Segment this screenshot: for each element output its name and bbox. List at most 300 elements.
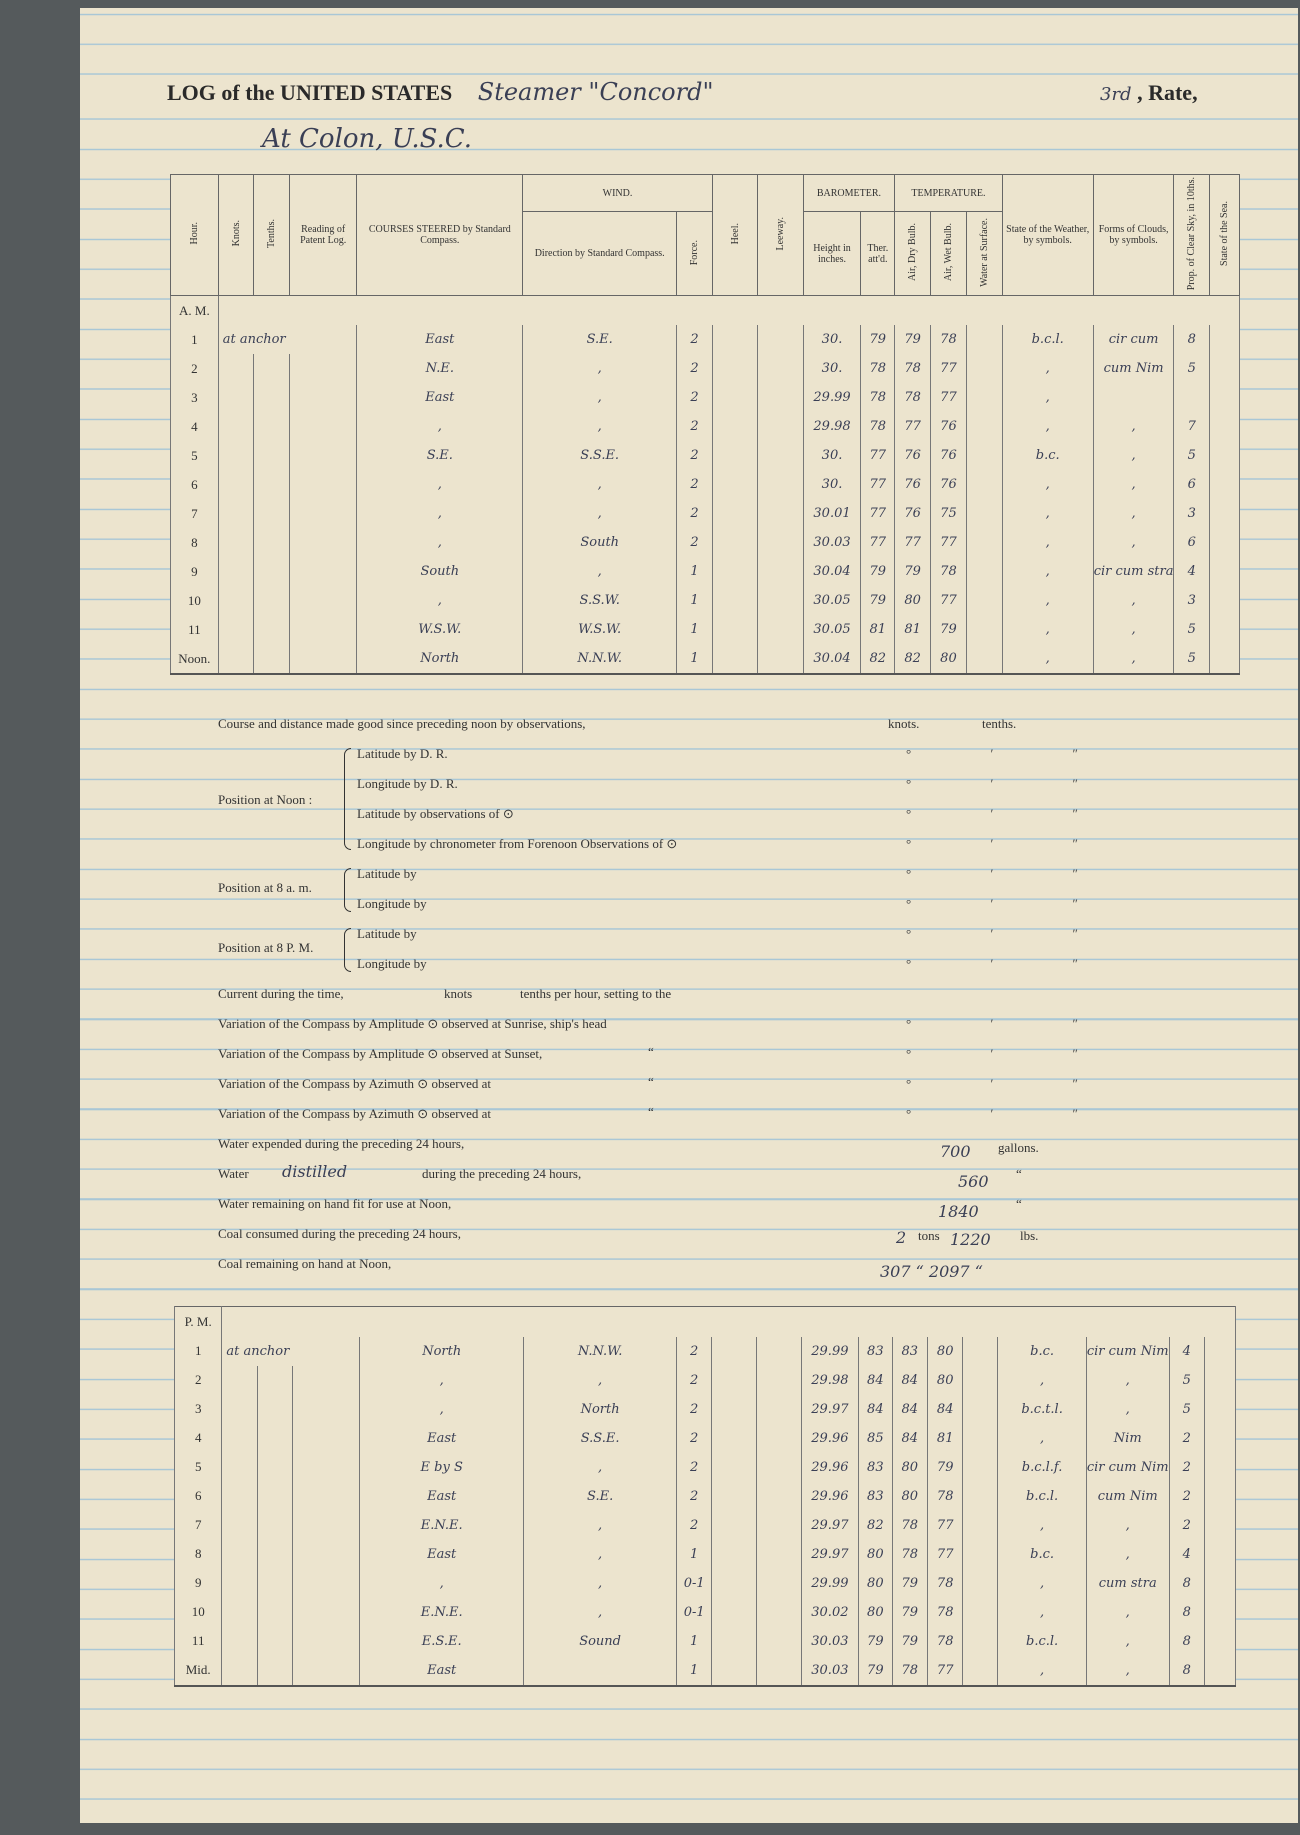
force-cell: 1: [677, 644, 713, 674]
water-surface-cell: [966, 354, 1002, 383]
ther-att-cell: 79: [859, 1656, 892, 1686]
note-cell: [218, 615, 254, 644]
lat-dr-label: Latitude by D. R.: [357, 746, 448, 761]
patent-log-cell: [293, 1482, 360, 1511]
water-expended-value: 700: [940, 1142, 971, 1161]
position-noon-label: Position at Noon :: [218, 792, 313, 807]
note-cell: [218, 354, 254, 383]
col-leeway: Leeway.: [774, 216, 786, 251]
hour-cell: 5: [171, 441, 219, 470]
air-wet-cell: 78: [927, 1482, 962, 1511]
am-table-row: [171, 354, 1240, 383]
ther-att-cell: 79: [859, 1627, 892, 1656]
clouds-cell: ,: [1093, 412, 1174, 441]
barometer-cell: 29.97: [801, 1395, 858, 1424]
ditto-mark: “: [1016, 1166, 1022, 1181]
weather-cell: ,: [998, 1424, 1087, 1453]
note-cell: [222, 1482, 257, 1511]
heel-cell: [712, 1511, 757, 1540]
air-wet-cell: 77: [927, 1540, 962, 1569]
weather-cell: ,: [1002, 615, 1093, 644]
weather-cell: ,: [1002, 557, 1093, 586]
air-wet-cell: 78: [931, 557, 967, 586]
clear-sky-cell: 8: [1169, 1598, 1204, 1627]
wind-direction-cell: South: [523, 528, 677, 557]
ther-att-cell: 80: [859, 1540, 892, 1569]
heel-cell: [712, 1366, 757, 1395]
tenths-cell: [257, 1453, 292, 1482]
log-title: [167, 78, 713, 106]
air-dry-cell: 78: [895, 383, 931, 412]
dms-sunset: ° ′ ″: [906, 1046, 1116, 1061]
clouds-cell: ,: [1086, 1366, 1169, 1395]
air-wet-cell: 78: [927, 1598, 962, 1627]
note-cell: [222, 1511, 257, 1540]
clear-sky-cell: 2: [1169, 1511, 1204, 1540]
hour-cell: 3: [171, 383, 219, 412]
wind-direction-cell: ,: [524, 1453, 677, 1482]
coal-remaining-value: 307 “ 2097 “: [880, 1262, 983, 1281]
force-cell: 2: [676, 1424, 712, 1453]
course-cell: ,: [357, 470, 523, 499]
pm-table-row: [175, 1569, 1236, 1598]
air-wet-cell: 77: [931, 383, 967, 412]
leeway-cell: [757, 1511, 802, 1540]
sea-cell: [1204, 1656, 1235, 1686]
var-azimuth-1-label: Variation of the Compass by Azimuth ⊙ observed at: [218, 1076, 492, 1091]
air-wet-cell: 77: [931, 354, 967, 383]
air-wet-cell: 80: [927, 1366, 962, 1395]
sea-cell: [1210, 383, 1240, 412]
air-wet-cell: 76: [931, 470, 967, 499]
heel-cell: [712, 615, 757, 644]
barometer-cell: 30.04: [803, 644, 861, 674]
air-dry-cell: 81: [895, 615, 931, 644]
tenths-cell: [257, 1395, 292, 1424]
leeway-cell: [757, 1366, 802, 1395]
col-clear-sky: Prop. of Clear Sky, in 10ths.: [1186, 177, 1198, 291]
water-distilled-word: distilled: [282, 1162, 348, 1181]
force-cell: 0-1: [676, 1569, 712, 1598]
air-dry-cell: 84: [892, 1424, 927, 1453]
wind-direction-cell: S.S.E.: [524, 1424, 677, 1453]
am-table-row: [171, 644, 1240, 674]
am-table-header: [171, 175, 1240, 296]
dms-lat-obs: ° ′ ″: [906, 806, 1116, 821]
clouds-cell: ,: [1086, 1540, 1169, 1569]
force-cell: 1: [676, 1656, 712, 1686]
tenths-cell: [254, 441, 290, 470]
force-cell: 2: [676, 1482, 712, 1511]
am-table-row: [171, 412, 1240, 441]
water-distilled-label: during the preceding 24 hours,: [422, 1166, 582, 1181]
force-cell: 2: [677, 354, 713, 383]
col-wind: WIND.: [523, 175, 713, 212]
heel-cell: [712, 557, 757, 586]
water-surface-cell: [963, 1540, 998, 1569]
air-dry-cell: 80: [892, 1453, 927, 1482]
leeway-cell: [758, 644, 803, 674]
tenths-cell: [257, 1511, 292, 1540]
ther-att-cell: 77: [861, 528, 895, 557]
patent-log-cell: [293, 1598, 360, 1627]
air-dry-cell: 80: [895, 586, 931, 615]
clouds-cell: ,: [1086, 1511, 1169, 1540]
patent-log-cell: [289, 499, 356, 528]
patent-log-cell: [289, 441, 356, 470]
clear-sky-cell: 4: [1169, 1337, 1204, 1366]
coal-consumed-lbs: 1220: [950, 1230, 991, 1249]
tenths-cell: [254, 586, 290, 615]
barometer-cell: 30.05: [803, 615, 861, 644]
ther-att-cell: 80: [859, 1598, 892, 1627]
patent-log-cell: [289, 644, 356, 674]
barometer-cell: 30.: [803, 441, 861, 470]
force-cell: 1: [677, 557, 713, 586]
long-8am-label: Longitude by: [357, 896, 427, 911]
course-cell: South: [357, 557, 523, 586]
barometer-cell: 30.04: [803, 557, 861, 586]
barometer-cell: 29.99: [801, 1569, 858, 1598]
patent-log-cell: [289, 528, 356, 557]
force-cell: 1: [676, 1540, 712, 1569]
lat-obs-label: Latitude by observations of ⊙: [357, 806, 514, 821]
barometer-cell: 29.99: [801, 1337, 858, 1366]
pm-table-row: [175, 1366, 1236, 1395]
am-table-row: [171, 557, 1240, 586]
clouds-cell: cir cum Nim: [1086, 1453, 1169, 1482]
course-cell: S.E.: [357, 441, 523, 470]
weather-cell: ,: [998, 1598, 1087, 1627]
patent-log-cell: [293, 1627, 360, 1656]
note-cell: [218, 412, 254, 441]
col-height: Height in inches.: [803, 212, 861, 296]
ther-att-cell: 83: [859, 1337, 892, 1366]
ther-att-cell: 79: [861, 586, 895, 615]
water-label: Water: [218, 1166, 249, 1181]
heel-cell: [712, 1656, 757, 1686]
water-distilled-value: 560: [958, 1172, 989, 1191]
tenths-label: tenths.: [982, 716, 1017, 731]
course-cell: W.S.W.: [357, 615, 523, 644]
note-cell: [222, 1453, 257, 1482]
am-table-row: [171, 499, 1240, 528]
note-cell: at anchor: [218, 325, 357, 354]
water-surface-cell: [963, 1453, 998, 1482]
patent-log-cell: [293, 1511, 360, 1540]
pm-table-row: [175, 1598, 1236, 1627]
course-cell: North: [360, 1337, 524, 1366]
weather-cell: ,: [998, 1366, 1087, 1395]
air-wet-cell: 77: [927, 1656, 962, 1686]
clouds-cell: ,: [1093, 615, 1174, 644]
dms-sunrise: ° ′ ″: [906, 1016, 1116, 1031]
force-cell: 1: [676, 1627, 712, 1656]
force-cell: 2: [677, 470, 713, 499]
clear-sky-cell: 2: [1169, 1453, 1204, 1482]
weather-cell: b.c.: [998, 1337, 1087, 1366]
col-barometer: BAROMETER.: [803, 175, 895, 212]
pm-table-row: [175, 1511, 1236, 1540]
air-dry-cell: 79: [895, 325, 931, 354]
course-cell: East: [360, 1424, 524, 1453]
leeway-cell: [757, 1424, 802, 1453]
course-cell: N.E.: [357, 354, 523, 383]
wind-direction-cell: ,: [523, 470, 677, 499]
clear-sky-cell: 8: [1169, 1656, 1204, 1686]
water-surface-cell: [963, 1656, 998, 1686]
ther-att-cell: 85: [859, 1424, 892, 1453]
clear-sky-cell: 8: [1169, 1627, 1204, 1656]
sea-cell: [1204, 1598, 1235, 1627]
weather-cell: b.c.l.: [998, 1482, 1087, 1511]
pm-table-row: [175, 1424, 1236, 1453]
clouds-cell: cir cum Nim: [1086, 1337, 1169, 1366]
wind-direction-cell: ,: [524, 1569, 677, 1598]
heel-cell: [712, 441, 757, 470]
water-surface-cell: [966, 470, 1002, 499]
weather-cell: b.c.t.l.: [998, 1395, 1087, 1424]
force-cell: 2: [676, 1511, 712, 1540]
var-sunrise-label: Variation of the Compass by Amplitude ⊙ observed at Sunrise, ship's head: [218, 1016, 607, 1031]
leeway-cell: [758, 528, 803, 557]
leeway-cell: [757, 1540, 802, 1569]
dms-lat-8am: ° ′ ″: [906, 866, 1116, 881]
air-dry-cell: 84: [892, 1395, 927, 1424]
clouds-cell: cir cum: [1093, 325, 1174, 354]
wind-direction-cell: ,: [524, 1366, 677, 1395]
note-cell: [218, 470, 254, 499]
pm-table-body: [175, 1307, 1236, 1686]
am-table-row: [171, 528, 1240, 557]
barometer-cell: 30.03: [803, 528, 861, 557]
hour-cell: 1: [175, 1337, 222, 1366]
hour-cell: 11: [175, 1627, 222, 1656]
clear-sky-cell: 6: [1174, 470, 1210, 499]
air-wet-cell: 75: [931, 499, 967, 528]
heel-cell: [712, 586, 757, 615]
am-log-table: [170, 174, 1240, 675]
col-clouds: Forms of Clouds, by symbols.: [1093, 175, 1174, 296]
course-cell: E by S: [360, 1453, 524, 1482]
water-surface-cell: [963, 1598, 998, 1627]
air-dry-cell: 78: [892, 1511, 927, 1540]
hour-cell: 7: [171, 499, 219, 528]
wind-direction-cell: S.S.E.: [523, 441, 677, 470]
position-8pm-label: Position at 8 P. M.: [218, 940, 314, 955]
air-wet-cell: 78: [931, 325, 967, 354]
sea-cell: [1204, 1482, 1235, 1511]
long-8pm-label: Longitude by: [357, 956, 427, 971]
weather-cell: b.c.l.: [1002, 325, 1093, 354]
water-surface-cell: [966, 499, 1002, 528]
tenths-cell: [257, 1424, 292, 1453]
pm-table-row: [175, 1453, 1236, 1482]
sea-cell: [1204, 1366, 1235, 1395]
air-dry-cell: 83: [892, 1337, 927, 1366]
barometer-cell: 29.97: [801, 1540, 858, 1569]
am-table-row: [171, 325, 1240, 354]
course-cell: E.N.E.: [360, 1598, 524, 1627]
ther-att-cell: 78: [861, 383, 895, 412]
hour-cell: 4: [175, 1424, 222, 1453]
dms-azimuth-1: ° ′ ″: [906, 1076, 1116, 1091]
air-dry-cell: 79: [892, 1569, 927, 1598]
heel-cell: [712, 1540, 757, 1569]
sea-cell: [1210, 499, 1240, 528]
tenths-cell: [254, 557, 290, 586]
wind-direction-cell: ,: [523, 412, 677, 441]
tenths-cell: [257, 1627, 292, 1656]
force-cell: 2: [677, 412, 713, 441]
barometer-cell: 29.97: [801, 1511, 858, 1540]
air-dry-cell: 84: [892, 1366, 927, 1395]
col-patent-log: Reading of Patent Log.: [289, 175, 356, 296]
rate-label: , Rate,: [1137, 80, 1198, 105]
col-weather: State of the Weather, by symbols.: [1002, 175, 1093, 296]
sea-cell: [1204, 1511, 1235, 1540]
clear-sky-cell: 6: [1174, 528, 1210, 557]
clouds-cell: ,: [1093, 441, 1174, 470]
hour-cell: 6: [175, 1482, 222, 1511]
leeway-cell: [757, 1337, 802, 1366]
dms-lat-8pm: ° ′ ″: [906, 926, 1116, 941]
current-rest-label: tenths per hour, setting to the: [520, 986, 672, 1001]
force-cell: 2: [676, 1366, 712, 1395]
ther-att-cell: 84: [859, 1395, 892, 1424]
am-table-row: [171, 441, 1240, 470]
water-surface-cell: [966, 644, 1002, 674]
barometer-cell: 29.99: [803, 383, 861, 412]
wind-direction-cell: ,: [524, 1511, 677, 1540]
note-cell: [222, 1627, 257, 1656]
course-cell: E.N.E.: [360, 1511, 524, 1540]
leeway-cell: [758, 441, 803, 470]
tenths-cell: [254, 354, 290, 383]
leeway-cell: [758, 325, 803, 354]
course-cell: North: [357, 644, 523, 674]
clouds-cell: cum stra: [1086, 1569, 1169, 1598]
gallons-label: gallons.: [998, 1140, 1039, 1155]
clouds-cell: ,: [1093, 586, 1174, 615]
leeway-cell: [757, 1569, 802, 1598]
weather-cell: ,: [1002, 644, 1093, 674]
air-dry-cell: 79: [892, 1627, 927, 1656]
hour-cell: 8: [175, 1540, 222, 1569]
heel-cell: [712, 528, 757, 557]
dms-long-chron: ° ′ ″: [906, 836, 1116, 851]
tenths-cell: [257, 1540, 292, 1569]
air-wet-cell: 81: [927, 1424, 962, 1453]
hour-cell: 9: [175, 1569, 222, 1598]
force-cell: 2: [677, 325, 713, 354]
wind-direction-cell: N.N.W.: [524, 1337, 677, 1366]
clear-sky-cell: 5: [1174, 441, 1210, 470]
heel-cell: [712, 1424, 757, 1453]
coal-consumed-label: Coal consumed during the preceding 24 hours,: [218, 1226, 461, 1241]
force-cell: 1: [677, 615, 713, 644]
course-distance-label: Course and distance made good since preceding noon by observations,: [218, 716, 586, 731]
clear-sky-cell: 8: [1169, 1569, 1204, 1598]
hour-cell: Mid.: [175, 1656, 222, 1686]
water-surface-cell: [966, 383, 1002, 412]
force-cell: 2: [677, 441, 713, 470]
note-cell: [218, 644, 254, 674]
ditto-mark: “: [648, 1044, 654, 1059]
weather-cell: ,: [1002, 528, 1093, 557]
sea-cell: [1204, 1453, 1235, 1482]
air-dry-cell: 76: [895, 441, 931, 470]
note-cell: [218, 499, 254, 528]
col-air-dry: Air, Dry Bulb.: [907, 223, 919, 282]
air-wet-cell: 77: [931, 586, 967, 615]
am-table-row: [171, 383, 1240, 412]
patent-log-cell: [293, 1366, 360, 1395]
sea-cell: [1210, 441, 1240, 470]
weather-cell: b.c.: [998, 1540, 1087, 1569]
clouds-cell: ,: [1086, 1598, 1169, 1627]
clouds-cell: cum Nim: [1086, 1482, 1169, 1511]
course-cell: ,: [357, 499, 523, 528]
dms-long-dr: ° ′ ″: [906, 776, 1116, 791]
pm-table-row: [175, 1337, 1236, 1366]
water-surface-cell: [966, 586, 1002, 615]
clear-sky-cell: 5: [1169, 1366, 1204, 1395]
course-cell: ,: [360, 1366, 524, 1395]
heel-cell: [712, 644, 757, 674]
wind-direction-cell: Sound: [524, 1627, 677, 1656]
sea-cell: [1210, 325, 1240, 354]
leeway-cell: [758, 499, 803, 528]
location-line: At Colon, U.S.C.: [262, 124, 472, 154]
clouds-cell: ,: [1093, 644, 1174, 674]
heel-cell: [712, 1627, 757, 1656]
pm-table-row: [175, 1627, 1236, 1656]
air-dry-cell: 76: [895, 470, 931, 499]
leeway-cell: [757, 1453, 802, 1482]
title-printed: LOG of the UNITED STATES: [167, 80, 453, 105]
dms-azimuth-2: ° ′ ″: [906, 1106, 1116, 1121]
knots-label: knots.: [888, 716, 920, 731]
patent-log-cell: [289, 354, 356, 383]
hour-cell: 2: [171, 354, 219, 383]
tenths-cell: [254, 644, 290, 674]
col-sea: State of the Sea.: [1219, 201, 1231, 267]
patent-log-cell: [289, 586, 356, 615]
wind-direction-cell: [524, 1656, 677, 1686]
ther-att-cell: 78: [861, 412, 895, 441]
long-dr-label: Longitude by D. R.: [357, 776, 458, 791]
note-cell: [222, 1656, 257, 1686]
tenths-cell: [254, 499, 290, 528]
wind-direction-cell: ,: [523, 499, 677, 528]
tenths-cell: [254, 412, 290, 441]
patent-log-cell: [293, 1395, 360, 1424]
tenths-cell: [257, 1482, 292, 1511]
air-dry-cell: 78: [892, 1540, 927, 1569]
col-heel: Heel.: [729, 222, 741, 245]
coal-consumed-tons: 2: [896, 1228, 907, 1247]
barometer-cell: 29.96: [801, 1424, 858, 1453]
tons-label: tons: [918, 1228, 940, 1243]
water-surface-cell: [963, 1337, 998, 1366]
force-cell: 2: [677, 499, 713, 528]
8pm-brace: [344, 928, 351, 972]
col-ther-att: Ther. att'd.: [861, 212, 895, 296]
note-cell: [218, 383, 254, 412]
water-surface-cell: [966, 528, 1002, 557]
hour-cell: 1: [171, 325, 219, 354]
